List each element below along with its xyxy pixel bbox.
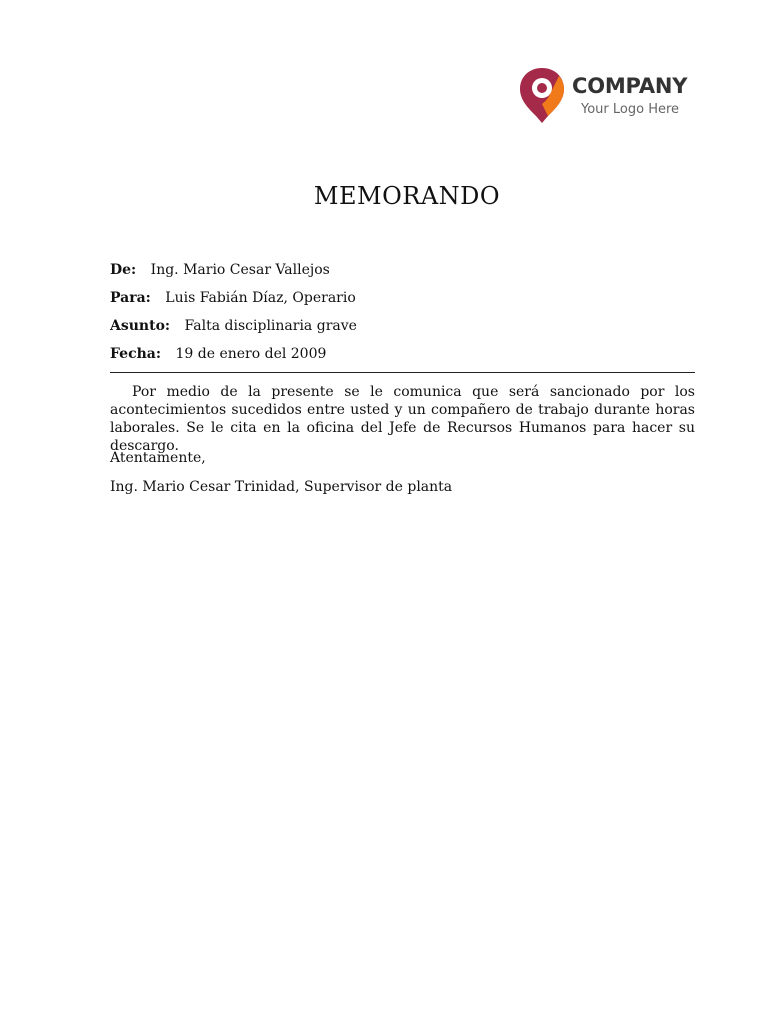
header-row-subject: [110, 312, 695, 340]
location-pin-icon: [518, 66, 566, 124]
header-value: Falta disciplinaria grave: [184, 318, 357, 334]
memo-signature: Ing. Mario Cesar Trinidad, Supervisor de planta: [110, 479, 453, 495]
memo-header: [110, 256, 695, 368]
document-title: MEMORANDO: [313, 182, 501, 210]
memo-closing: Atentamente,: [110, 450, 206, 466]
header-row-to: [110, 284, 695, 312]
header-row-date: [110, 340, 695, 368]
header-label: Fecha:: [110, 346, 162, 362]
header-row-from: [110, 256, 695, 284]
logo-company-name: COMPANY: [572, 74, 688, 98]
header-label: De:: [110, 262, 137, 278]
header-value: Ing. Mario Cesar Vallejos: [150, 262, 330, 278]
header-label: Asunto:: [110, 318, 171, 334]
header-value: 19 de enero del 2009: [175, 346, 327, 362]
memo-body: Por medio de la presente se le comunica que será sancionado por los acontecimientos sucedidos entre usted y un compañero de trabajo durante horas laborales. Se le cita en la oficina del Jefe de Recursos Humanos para hacer su descargo.: [110, 384, 695, 454]
header-label: Para:: [110, 290, 151, 306]
company-logo: [518, 66, 708, 126]
logo-tagline: Your Logo Here: [581, 102, 680, 117]
header-value: Luis Fabián Díaz, Operario: [165, 290, 356, 306]
header-divider: [110, 372, 695, 373]
